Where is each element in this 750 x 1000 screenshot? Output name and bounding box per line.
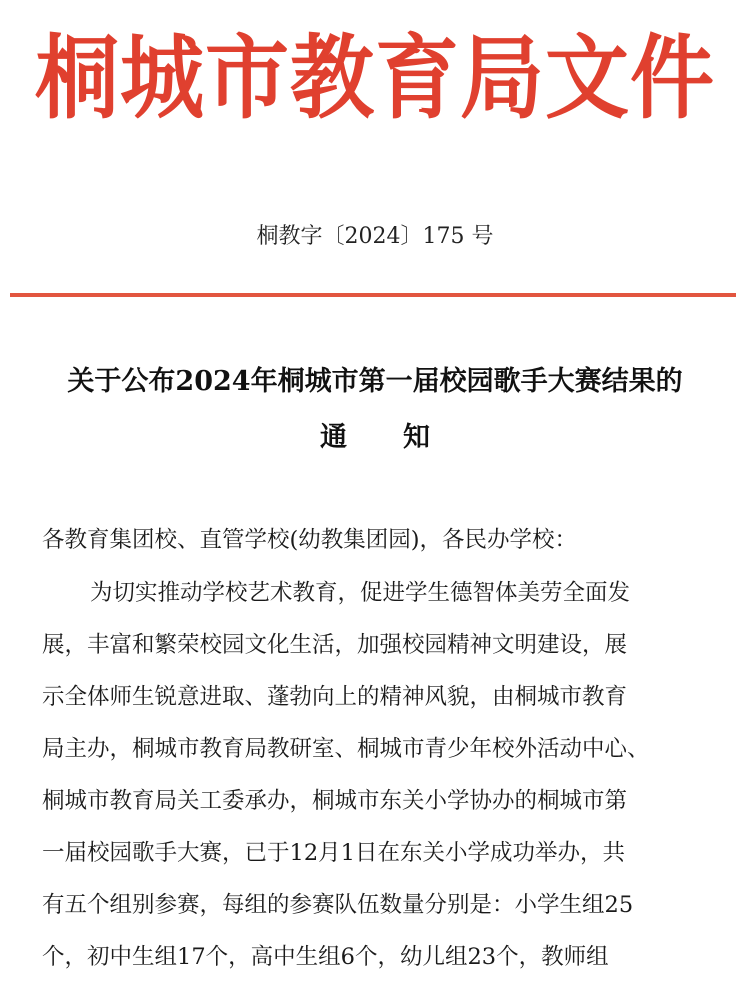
- notice-title-line-2: 通知: [320, 422, 486, 453]
- notice-title-line-1: 关于公布2024年桐城市第一届校园歌手大赛结果的: [67, 366, 683, 397]
- red-separator-line: [10, 293, 736, 297]
- salutation: 各教育集团校、直管学校(幼教集团园)，各民办学校：: [42, 527, 578, 553]
- body-line-3: 示全体师生锐意进取、蓬勃向上的精神风貌，由桐城市教育: [42, 684, 628, 710]
- masthead-title: 桐城市教育局文件: [34, 25, 715, 131]
- document-number: 桐教字〔2024〕175 号: [256, 224, 494, 249]
- body-line-8: 个，初中生组17个，高中生组6个，幼儿组23个，教师组: [42, 944, 609, 970]
- body-line-6: 一届校园歌手大赛，已于12月1日在东关小学成功举办，共: [42, 840, 625, 866]
- body-line-1: 为切实推动学校艺术教育，促进学生德智体美劳全面发: [90, 580, 631, 606]
- body-line-4: 局主办，桐城市教育局教研室、桐城市青少年校外活动中心、: [42, 736, 650, 762]
- body-line-5: 桐城市教育局关工委承办，桐城市东关小学协办的桐城市第: [42, 788, 628, 814]
- body-line-7: 有五个组别参赛，每组的参赛队伍数量分别是：小学生组25: [42, 892, 634, 918]
- body-line-2: 展，丰富和繁荣校园文化生活，加强校园精神文明建设，展: [42, 632, 628, 658]
